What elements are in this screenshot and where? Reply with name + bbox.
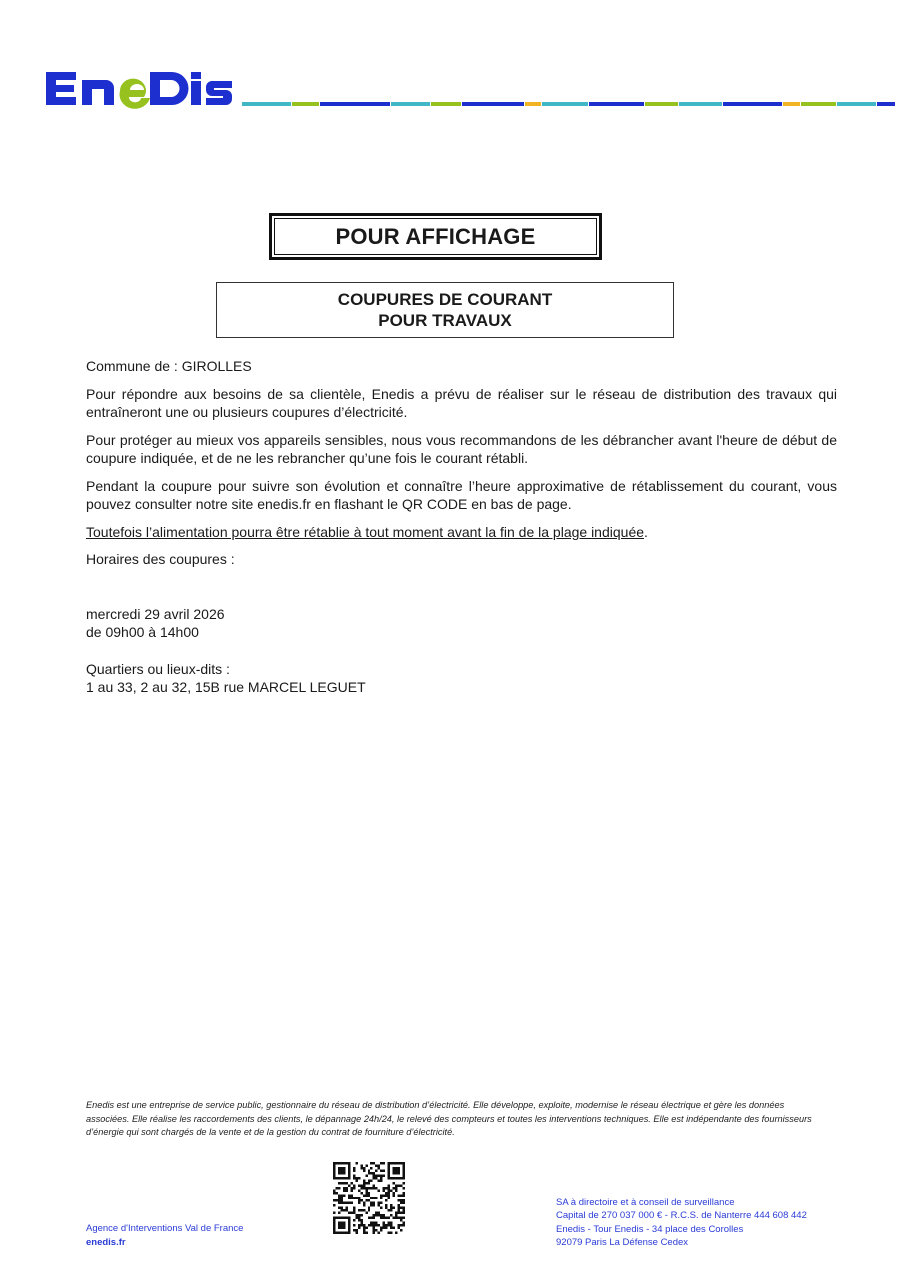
qr-code[interactable]	[333, 1162, 405, 1234]
stripe-segment	[837, 102, 876, 106]
stripe-segment	[242, 102, 291, 106]
horaires-label: Horaires des coupures :	[86, 551, 235, 567]
agency-name: Agence d'Interventions Val de France	[86, 1223, 244, 1234]
stripe-segment	[431, 102, 460, 106]
locations-block	[86, 660, 837, 697]
warning-line	[86, 523, 837, 542]
warning-underlined: Toutefois l’alimentation pourra être rétablie à tout moment avant la fin de la plage indiquée	[86, 523, 645, 540]
company-line-4: 92079 Paris La Défense Cedex	[556, 1236, 689, 1248]
pour-affichage-frame	[269, 213, 602, 260]
company-info	[556, 1196, 807, 1249]
website-link[interactable]: enedis.fr	[86, 1236, 126, 1248]
header-stripe	[242, 102, 896, 106]
schedule-block	[86, 605, 837, 642]
stripe-segment	[723, 102, 782, 106]
paragraph-qr-info: Pendant la coupure pour suivre son évolution et connaître l’heure approximative de rétablissement du courant, vous pouvez consulter notre site enedis.fr en flashant le QR CODE en bas de page.	[86, 477, 837, 512]
quartiers-value: 1 au 33, 2 au 32, 15B rue MARCEL LEGUET	[86, 679, 366, 695]
stripe-segment	[801, 102, 836, 106]
company-line-1: SA à directoire et à conseil de surveillance	[556, 1197, 735, 1208]
stripe-segment	[391, 102, 430, 106]
stripe-segment	[320, 102, 390, 106]
legal-notice: Enedis est une entreprise de service public, gestionnaire du réseau de distribution d’électricité. Elle développe, exploite, modernise le réseau électrique et gère les données associées. Elle réalise les raccordements des clients, le dépannage 24h/24, le relevé des compteurs et toutes les interventions techniques. Elle est indépendante des fournisseurs d’énergie qui sont chargés de la vente et de la gestion du contrat de fourniture d’électricité.	[86, 1100, 812, 1137]
company-line-3: Enedis - Tour Enedis - 34 place des Corolles	[556, 1223, 744, 1235]
paragraph-intro: Pour répondre aux besoins de sa clientèle, Enedis a prévu de réaliser sur le réseau de distribution des travaux qui entraîneront une ou plusieurs coupures d’électricité.	[86, 385, 837, 420]
stripe-segment	[877, 102, 895, 106]
stripe-segment	[589, 102, 644, 106]
quartiers-label: Quartiers ou lieux-dits :	[86, 660, 230, 677]
warning-period: .	[644, 523, 648, 540]
pour-affichage-title: POUR AFFICHAGE	[274, 218, 597, 255]
outage-time: de 09h00 à 14h00	[86, 624, 199, 640]
notice-body	[86, 357, 837, 697]
stripe-segment	[679, 102, 722, 106]
coupures-title-box	[216, 282, 674, 338]
coupures-title-line1: COUPURES DE COURANT	[337, 290, 553, 309]
paragraph-appliances: Pour protéger au mieux vos appareils sensibles, nous vous recommandons de les débrancher avant l'heure de début de coupure indiquée, et de ne les rebrancher qu’une fois le courant rétabli.	[86, 431, 837, 466]
stripe-segment	[292, 102, 319, 106]
enedis-logo	[44, 66, 236, 110]
outage-date: mercredi 29 avril 2026	[86, 605, 225, 622]
commune-line: Commune de : GIROLLES	[86, 358, 252, 374]
stripe-segment	[783, 102, 801, 106]
coupures-title-line2: POUR TRAVAUX	[378, 311, 512, 330]
company-line-2: Capital de 270 037 000 € - R.C.S. de Nanterre 444 608 442	[556, 1210, 807, 1222]
stripe-segment	[542, 102, 589, 106]
agency-block	[86, 1222, 243, 1249]
stripe-segment	[462, 102, 524, 106]
stripe-segment	[645, 102, 678, 106]
stripe-segment	[525, 102, 541, 106]
